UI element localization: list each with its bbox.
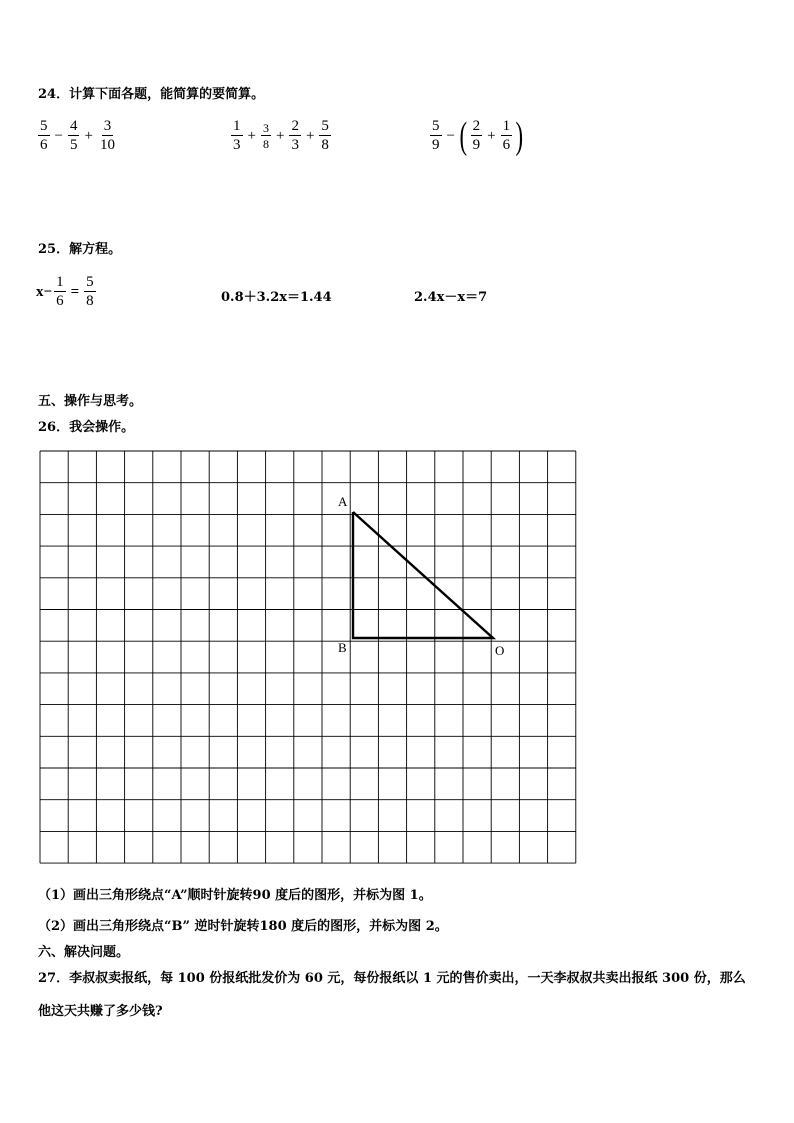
operator: + bbox=[487, 127, 496, 144]
fraction: $\frac{1}{3}$ bbox=[233, 118, 241, 153]
q25-title: 25．解方程。 bbox=[38, 242, 122, 257]
section-5-heading: 五、操作与思考。 bbox=[38, 394, 143, 409]
equals-sign: = bbox=[70, 283, 80, 300]
fraction: $\frac{3}{10}$ bbox=[99, 118, 115, 153]
q25-equation-2: 0.8＋3.2x＝1.44 bbox=[221, 290, 332, 305]
fraction: $\frac{5}{8}$ bbox=[321, 118, 329, 153]
q27-text-line-2: 他这天共赚了多少钱? bbox=[38, 1004, 163, 1019]
fraction: $\frac{3}{8}$ bbox=[262, 121, 269, 151]
operator: + bbox=[275, 127, 285, 144]
fraction: $\frac{5}{6}$ bbox=[40, 118, 48, 153]
q26-sub-question-1: （1）画出三角形绕点“A”顺时针旋转90 度后的图形，并标为图 1。 bbox=[38, 888, 432, 903]
q24-expression-1 bbox=[36, 119, 119, 153]
q24-title: 24．计算下面各题，能简算的要简算。 bbox=[38, 87, 265, 102]
q25-equation-1 bbox=[36, 275, 98, 309]
fraction: $\frac{5}{8}$ bbox=[86, 274, 94, 309]
equation-prefix: x− bbox=[36, 283, 53, 300]
fraction: $\frac{2}{3}$ bbox=[291, 118, 299, 153]
q26-title: 26．我会操作。 bbox=[38, 420, 135, 435]
fraction: $\frac{2}{9}$ bbox=[472, 118, 481, 153]
operator: − bbox=[54, 127, 63, 144]
point-b-label: B bbox=[338, 640, 347, 655]
grid-figure bbox=[39, 450, 580, 868]
point-o-label: O bbox=[495, 643, 505, 658]
fraction: $\frac{4}{5}$ bbox=[69, 118, 78, 153]
left-paren: ( bbox=[459, 115, 468, 157]
q25-equation-3: 2.4x－x＝7 bbox=[414, 290, 488, 305]
fraction: $\frac{1}{6}$ bbox=[56, 274, 64, 309]
q26-sub-question-2: （2）画出三角形绕点“B” 逆时针旋转180 度后的图形，并标为图 2。 bbox=[38, 919, 448, 934]
q27-text-line-1: 27．李叔叔卖报纸，每 100 份报纸批发价为 60 元，每份报纸以 1 元的售价卖出，一天李叔叔共卖出报纸 300 份，那么 bbox=[38, 971, 746, 986]
operator: − bbox=[446, 127, 455, 144]
fraction: $\frac{5}{9}$ bbox=[432, 118, 440, 153]
q24-expression-3 bbox=[428, 117, 525, 155]
point-a-label: A bbox=[338, 494, 348, 509]
operator: + bbox=[247, 127, 256, 144]
section-6-heading: 六、解决问题。 bbox=[38, 945, 130, 960]
operator: + bbox=[305, 127, 315, 144]
q24-expression-2 bbox=[229, 119, 333, 153]
operator: + bbox=[84, 127, 93, 144]
fraction: $\frac{1}{6}$ bbox=[502, 118, 511, 153]
right-paren: ) bbox=[515, 115, 524, 157]
triangle-abo bbox=[353, 512, 493, 638]
